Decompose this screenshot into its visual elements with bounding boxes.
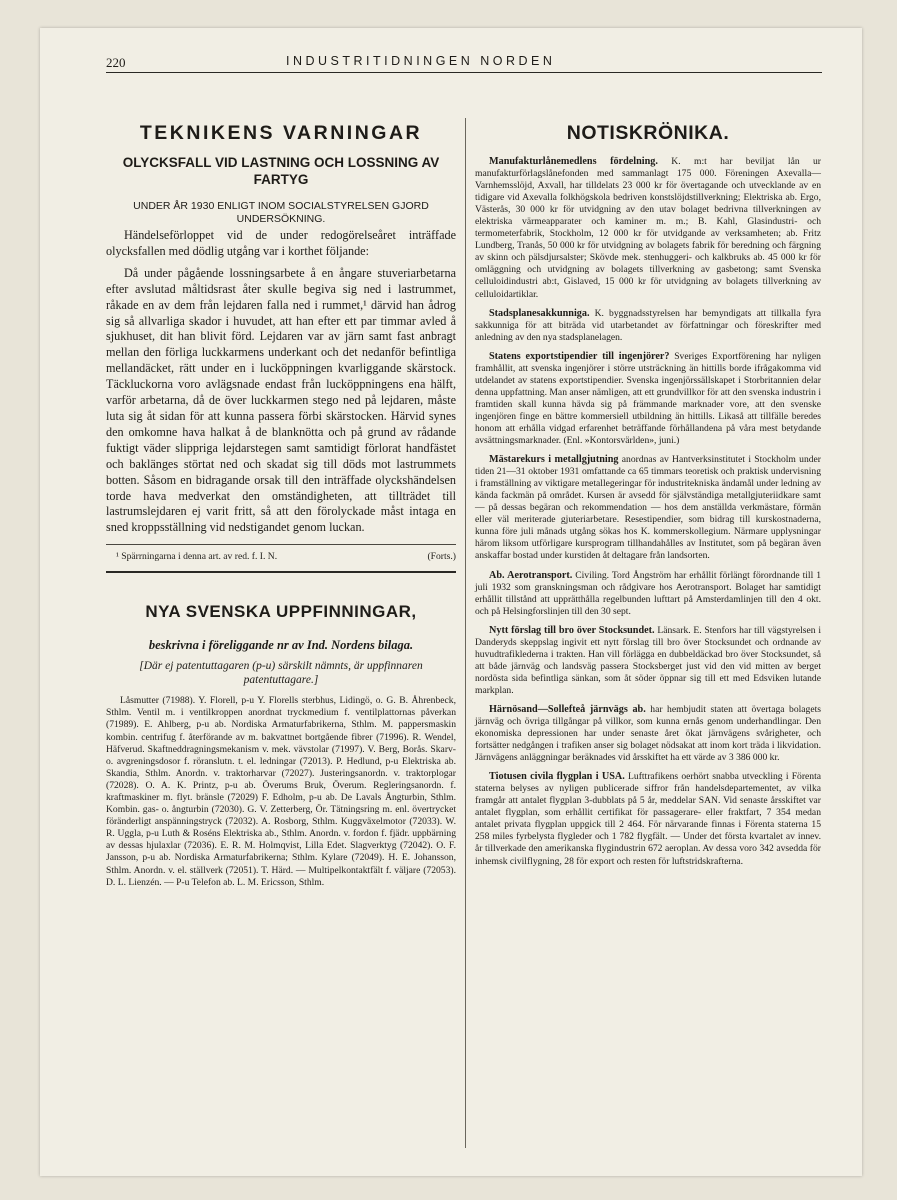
right-column <box>475 120 821 868</box>
notis-item <box>475 454 821 562</box>
page-header <box>106 52 822 73</box>
notis-item <box>475 308 821 344</box>
notis-title: NOTISKRÖNIKA. <box>566 122 730 144</box>
inventions-title: NYA SVENSKA UPPFINNINGAR, <box>145 602 417 622</box>
article-note: UNDER ÅR 1930 ENLIGT INOM SOCIALSTYRELSEN GJORD UNDERSÖKNING. <box>133 200 429 225</box>
article-title: TEKNIKENS VARNINGAR <box>139 122 423 144</box>
section-rule <box>106 571 456 573</box>
inventions-list: Låsmutter (71988). Y. Florell, p-u Y. Florells sterbhus, Lidingö, o. G. B. Åhrenbeck, Sthlm. Ventil m. i ventilkroppen anordnat tryckmedium f. ventilplattornas påverkan (71989). E. Ahlberg, p-u ab. Nordiska Armaturfabrikerna, Sthlm. M. pappersmaskin kombin. centrifug f. återförande av m. bakvattnet bortgående fibrer (71996). R. Wendel, Häfverud. Skaftneddragningsmekanism v. mek. vävstolar (71997). V. Berg, Borås. Skarv- o. avgreningsdosor f. röranslutn. t. el. ledningar (72013). P. Hedlund, p-u Elektriska ab. Skandia, Sthlm. Anordn. v. traktorharvar (72027). Justeringsanordn. v. traktorplogar (72028). O. A. K. Printz, p-u ab. Överums Bruk, Överum. Regleringsanordn. f. kraftmaskiner m. flyt. bränsle (72029) F. Edholm, p-u ab. De Lavals Ångturbin, Sthlm. Kombin. gas- o. ångturbin (72030). G. V. Zetterberg, Ör. Tätningsring m. enl. övertrycket föränderligt anspänningstryck (72032). A. Rosborg, Sthlm. Kuggväxelmotor (72033). W. R. Uggla, p-u Luth & Roséns Elektriska ab., Sthlm. Anordn. v. fordon f. fjädr. uppbärning av dessas hjulaxlar (72036). E. R. M. Holmqvist, Lilla Edet. Slagverktyg (72042). O. F. Jansson, p-u ab. Nordiska Armaturfabrikerna; Sthlm. Kylare (72049). H. E. Johansson, Sthlm. Anordn. v. el. ställverk (72051). T. Härd. — Multipelkontaktfält f. väljare (72053). D. L. Lienzén. — P-u Telefon ab. L. M. Ericsson, Sthlm. <box>106 695 456 888</box>
notis-item-lead: Stadsplanesakkunniga. <box>489 307 590 319</box>
notis-item-text: K. m:t har beviljat lån ur manufakturförlagslånefonden med sammanlagt 175 000. Föreningen Axevalla—Varnhemsslöjd, Axvall, har tilldelats 23 000 kr för övertagande och utvecklande av en tidigare vid Axevalla folkhögskola bedriven konstslöjdstillverkning; Elektriska ab. Ergo, Västerås, 30 000 kr för utvidgning av den utav bolaget bedrivna tillverkningen av elektriska värmeapparater och kaminer m. m.; B. Kahl, Glasindustri- och termometerfabrik, Stockholm, 12 000 kr för utvidgande av verksamheten; ab. Fritz Lundberg, Tranås, 50 000 kr för utvidgning av bolagets fabrik för beredning och färgning av skinn och pälsdjursalster; Skövde mek. stenhuggeri- och kalkbruks ab. 45 000 kr för omläggning och utvidgning av bolagets tillverkning av gasbetong; samt Svenska celluloidindustri ab:t, Gislaved, 15 000 kr för utvidgning av bolagets tillverkning av celluloidartiklar. <box>475 156 822 300</box>
footnote-rule <box>106 544 456 545</box>
notis-item-text: Sveriges Exportförening har nyligen framhållit, att svenska ingenjörer i större utsträckning än hittills borde ifrågakomma vid utdelandet av statens exportstipendier. Svenska ingenjörssällskapet i Storbritannien delar denna uppfattning. Man anser nämligen, att ett grundvillkor för att den svenska industrin i framtiden skall kunna hävda sig på främmande marknader vore, att den svenske ingenjören finge en bättre kommersiell utbildning än hittills. Likaså att tillfälle beredes honom att erhålla vidgad erfarenhet beträffande förhållandena på våra mest betydande avsättningsmarknader. (Enl. »Kontorsvärlden», juni.) <box>475 350 821 447</box>
footnote-continued: (Forts.) <box>427 551 456 563</box>
footnote-text: ¹ Spärrningarna i denna art. av red. f. I. N. <box>116 551 278 563</box>
notis-item <box>475 771 821 867</box>
running-title: INDUSTRITIDNINGEN NORDEN <box>286 54 556 68</box>
notis-item-text: Civiling. Tord Ångström har erhållit förlängt förordnande till 1 juli 1932 som granskningsman och rådgivare hos Aerotransport. Bolaget har samtidigt erhållit tillstånd att upprätthålla regelbunden lufttart på Amsterdamlinjen till den 4 okt. och på Helsingforslinjen till den 30 sept. <box>475 569 821 617</box>
notis-item <box>475 704 821 764</box>
notis-item-text: anordnas av Hantverksinstitutet i Stockholm under tiden 21—31 oktober 1931 omfattande ca 65 timmars teoretisk och praktisk undervisning i framställning av viktigare metallegeringar för industritekniska ändamål under ledning av kända fackmän på området. Kursen är avsedd för självständiga metallgjuteriidkare samt — på dessas begäran och rekommendation — hos dem anställda verkmästare, förmän eller väl meriterade gjuteriarbetare. Resestipendier, som bidrag till kurskostnaderna, kunna före juli månads utgång sökas hos K. kommerskollegium. Närmare upplysningar härom liksom utförligare kursprogram tillhandahålles av Institutet, som på begäran även anskaffar bostad under kurstiden åt deltagare från landsorten. <box>475 454 822 562</box>
inventions-subtitle: beskrivna i föreliggande nr av Ind. Nordens bilaga. <box>148 638 414 653</box>
notis-item-lead: Nytt förslag till bro över Stocksundet. <box>489 624 655 636</box>
notis-item-lead: Tiotusen civila flygplan i USA. <box>489 771 625 783</box>
notis-item-lead: Mästarekurs i metallgjutning <box>489 454 619 466</box>
notis-item <box>475 570 821 618</box>
notis-item <box>475 351 821 447</box>
notis-item-text: Länsark. E. Stenfors har till vägstyrelsen i Danderyds skeppslag ingivit ett nytt förslag till bro över Stocksundet och ordnande av huvudtrafiklederna i trakten. Han vill förlägga en dubbeldäckad bro över Stocksundet, så att både järnväg och landsväg passera Stocksberget just vid den vid mitten av berget nordösta sida befintliga sänkan, som åt söder öppnar sig till ett med Edsviken lutande markplan. <box>475 624 821 696</box>
notis-item-lead: Härnösand—Sollefteå järnvägs ab. <box>489 703 646 715</box>
article-intro: Händelseförloppet vid de under redogörelseåret inträffade olycksfallen med dödlig utgång var i korthet följande: <box>106 228 456 258</box>
article-subtitle: OLYCKSFALL VID LASTNING OCH LOSSNING AV FARTYG <box>122 155 440 187</box>
notis-item-text: K. byggnadsstyrelsen har bemyndigats att tillkalla fyra sakkunniga för att biträda vid utarbetandet av författningar och föreskrifter med anledning av den nya stadsplanelagen. <box>475 307 821 343</box>
footnote <box>106 551 456 563</box>
notis-item-text: Lufttrafikens oerhört snabba utveckling i Förenta staterna belyses av nyligen publicerade siffror från handelsdepartementet, av vilka framgår att antalet flygplan 3-dubblats på 5 år, meddelar SAN. Vid senaste årsskiftet var antalet flygplan, som erhållit certifikat för passagerare- eller fraktfart, 7 354 medan antalet privata flygplan uppgick till 2 464. För närvarande finnas i Förenta staterna 15 258 miles fyrbelysta flygleder och 1 782 flygfält. — Under det första kvartalet av innev. år tillverkade den amerikanska flygindustrin 672 aeroplan. Av dessa voro 342 avsedda för inhemsk civilflygning, 28 för export och resten för luftstridskrafterna. <box>475 771 821 867</box>
column-rule <box>465 118 466 1148</box>
notis-item <box>475 156 821 301</box>
notis-item-lead: Statens exportstipendier till ingenjörer? <box>489 350 670 362</box>
page-number: 220 <box>106 55 126 70</box>
notis-item-lead: Manufakturlånemedlens fördelning. <box>489 156 658 167</box>
notis-item-lead: Ab. Aerotransport. <box>489 569 573 581</box>
inventions-note: [Där ej patentuttagaren (p-u) särskilt nämnts, är uppfinnaren patentuttagare.] <box>139 660 423 687</box>
article-body: Då under pågående lossningsarbete å en ångare stuveriarbetarna efter avslutad måltidsrast åter skulle begiva sig ned i lastrummet, råkade en av dem från lejdaren falla ned i rummet,¹ därvid han ådrog sig så allvarliga skador i huvudet, att han efter ett par timmar avled å sjukhuset, dit han blivit förd. Lejdaren var av järn samt fast anbragt mellan den förliga luckkarmens underkant och det nedanför befintliga mellandäcket, rätt under en i lucköppningen kvarliggande skärstock. Täckluckorna voro avlägsnade endast från lucköppningens ena hälft, varför arbetarna, då de över luckkarmen stego ned på lejdaren, måste luta sig åt sidan för att kunna passera förbi skärstocken. Härvid synes den omkomne hava halkat å de blanknötta och på grund av rådande fuktigt väder slippriga lejdarstegen samt samtidigt förlorat handfästet och baklänges störtat ned och skadat sig till döds mot lastrummets botten. Såsom en bidragande orsak till den inträffade olyckshändelsen torde hava medverkat den omständigheten, att tillträdet till lastrumslejdaren ej varit fritt, så att den förolyckade måst intaga en sned kroppsställning vid nedstigandet genom luckan. <box>106 265 456 535</box>
notis-item-text: har hembjudit staten att övertaga bolagets järnväg och övriga tillgångar på villkor, som kunna ernås genom underhandlingar. Den ekonomiska depressionen har under senaste året ökat järnvägens svårigheter, och fortsätter nedgången i trafiken anser sig bolaget nödsakat att inom kort träda i likvidation. Järnvägens anläggningar beräknades vid årsskiftet ha ett värde av 3 386 000 kr. <box>475 703 821 764</box>
left-column <box>106 120 456 889</box>
notis-item <box>475 625 821 697</box>
